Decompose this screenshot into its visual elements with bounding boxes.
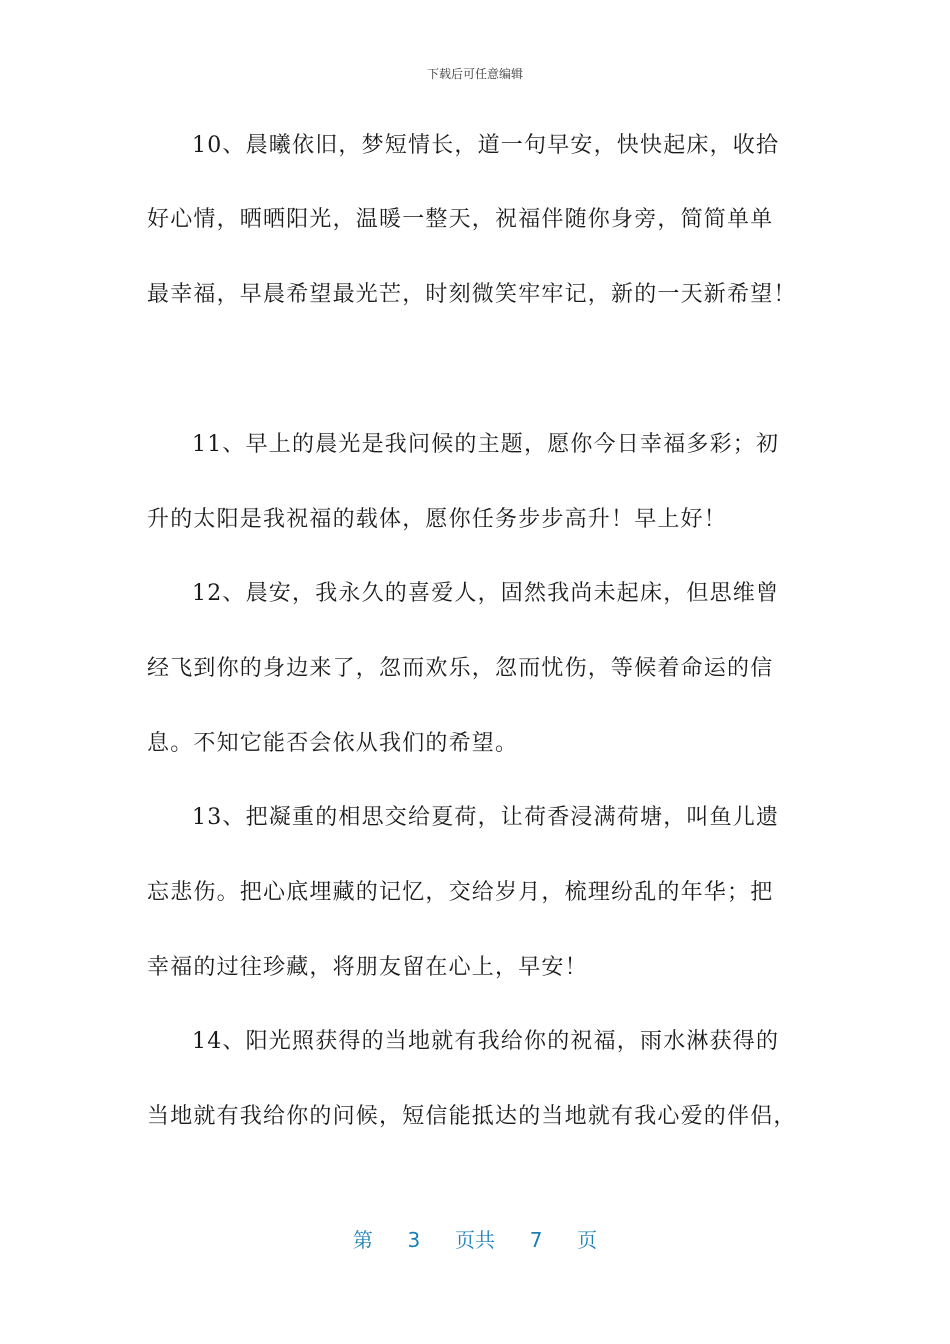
- paragraph-14-line-1: 14、阳光照获得的当地就有我给你的祝福，雨水淋获得的: [192, 1029, 780, 1054]
- page-number-footer: [0, 1226, 950, 1254]
- footer-label-suffix: 页: [577, 1228, 598, 1252]
- paragraph-10-line-3: 最幸福，早晨希望最光芒，时刻微笑牢牢记，新的一天新希望！: [147, 282, 797, 307]
- paragraph-13-line-2: 忘悲伤。把心底埋藏的记忆，交给岁月，梳理纷乱的年华；把: [147, 880, 774, 905]
- paragraph-14-line-2: 当地就有我给你的问候，短信能抵达的当地就有我心爱的伴侣，: [147, 1104, 797, 1129]
- paragraph-11-line-2: 升的太阳是我祝福的载体，愿你任务步步高升！早上好！: [147, 507, 728, 532]
- paragraph-11-line-1: 11、早上的晨光是我问候的主题，愿你今日幸福多彩；初: [192, 432, 780, 457]
- footer-total-pages: 7: [529, 1228, 543, 1252]
- paragraph-12-line-3: 息。不知它能否会依从我们的希望。: [147, 731, 519, 756]
- paragraph-13-line-3: 幸福的过往珍藏，将朋友留在心上，早安！: [147, 955, 588, 980]
- footer-label-prefix: 第: [352, 1228, 373, 1252]
- footer-current-page: 3: [407, 1228, 421, 1252]
- paragraph-12-line-2: 经飞到你的身边来了，忽而欢乐，忽而忧伤，等候着命运的信: [147, 656, 774, 681]
- page-header: 下载后可任意编辑: [426, 67, 523, 81]
- paragraph-10-line-1: 10、晨曦依旧，梦短情长，道一句早安，快快起床，收拾: [192, 133, 780, 158]
- paragraph-12-line-1: 12、晨安，我永久的喜爱人，固然我尚未起床，但思维曾: [192, 581, 780, 606]
- footer-label-middle: 页共: [455, 1228, 495, 1252]
- paragraph-10-line-2: 好心情，晒晒阳光，温暖一整天，祝福伴随你身旁，简简单单: [147, 207, 774, 232]
- paragraph-13-line-1: 13、把凝重的相思交给夏荷，让荷香浸满荷塘，叫鱼儿遗: [192, 805, 780, 830]
